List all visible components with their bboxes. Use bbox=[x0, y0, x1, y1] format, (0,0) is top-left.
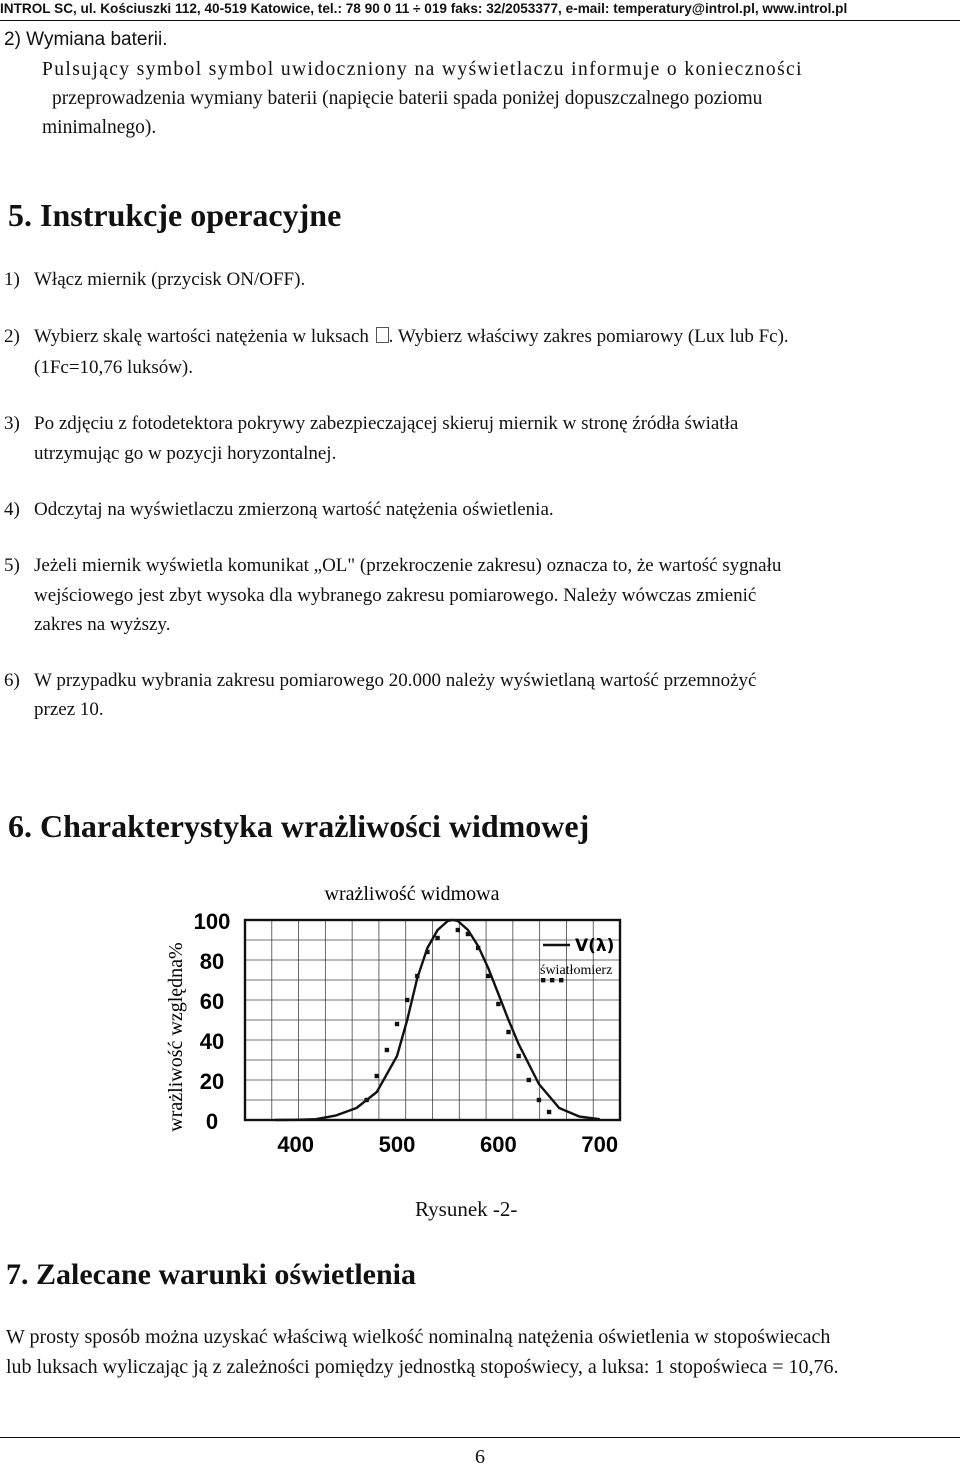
y-tick-label: 60 bbox=[199, 989, 225, 1014]
legend-label-light-meter: światłomierz bbox=[540, 963, 613, 978]
light-meter-point bbox=[527, 1078, 531, 1082]
section-7-text-line-2: lub luksach wyliczając ją z zależności pomiędzy jednostką stopoświecy, a luksa: 1 stopoświeca = 10,76. bbox=[6, 1356, 839, 1378]
chart-title: wrażliwość widmowa bbox=[324, 883, 500, 905]
section-6-title: 6. Charakterystyka wrażliwości widmowej bbox=[8, 808, 590, 844]
legend-dot-swatch bbox=[559, 978, 563, 982]
light-meter-point bbox=[506, 1030, 510, 1034]
light-meter-point bbox=[385, 1048, 389, 1052]
light-meter-point bbox=[547, 1110, 551, 1114]
step-6 bbox=[4, 666, 960, 695]
x-tick-label: 400 bbox=[277, 1132, 315, 1157]
page-number: 6 bbox=[475, 1446, 485, 1468]
page-header: INTROL SC, ul. Kościuszki 112, 40-519 Katowice, tel.: 78 90 0 11 ÷ 019 faks: 32/2053377, e-mail: temperatury@introl.pl, www.introl.pl bbox=[0, 0, 960, 21]
step-number: 1) bbox=[4, 269, 20, 290]
step-text: W przypadku wybrania zakresu pomiarowego 20.000 należy wyświetlaną wartość przemnożyć bbox=[34, 670, 757, 691]
chart-grid bbox=[245, 920, 620, 1120]
step-text: Po zdjęciu z fotodetektora pokrywy zabezpieczającej skieruj miernik w stronę źródła światła bbox=[34, 413, 739, 434]
chart-legend bbox=[540, 936, 614, 982]
step-text-part-b: . Wybierz właściwy zakres pomiarowy (Lux lub Fc). bbox=[388, 326, 789, 347]
light-meter-point bbox=[516, 1054, 520, 1058]
step-number: 3) bbox=[4, 413, 20, 434]
figure-caption: Rysunek -2- bbox=[415, 1197, 518, 1221]
light-meter-point bbox=[435, 936, 439, 940]
step-number: 2) bbox=[4, 326, 20, 347]
step-text-part-a: Wybierz skalę wartości natężenia w luksach bbox=[34, 326, 369, 347]
battery-text-line-1: Pulsujący symbol symbol uwidoczniony na wyświetlaczu informuje o konieczności bbox=[42, 59, 803, 80]
x-tick-labels bbox=[277, 1132, 618, 1157]
light-meter-point bbox=[405, 998, 409, 1002]
y-axis-label: wrażliwość względna% bbox=[165, 942, 187, 1132]
step-text: utrzymując go w pozycji horyzontalnej. bbox=[34, 443, 337, 464]
step-text bbox=[34, 322, 960, 351]
battery-heading: 2) Wymiana baterii. bbox=[4, 29, 168, 50]
light-meter-point bbox=[486, 974, 490, 978]
section-7-title bbox=[6, 1256, 416, 1294]
step-3 bbox=[4, 409, 960, 438]
light-meter-point bbox=[364, 1098, 368, 1102]
legend-label-v-lambda: V(λ) bbox=[575, 936, 615, 956]
light-meter-point bbox=[456, 928, 460, 932]
footer-rule bbox=[0, 1437, 960, 1438]
step-number: 5) bbox=[4, 555, 20, 576]
legend-dot-swatch bbox=[550, 978, 554, 982]
step-1 bbox=[4, 265, 960, 294]
light-meter-point bbox=[476, 946, 480, 950]
spectral-sensitivity-chart bbox=[150, 870, 650, 1180]
y-tick-labels bbox=[194, 909, 231, 1134]
step-text: Jeżeli miernik wyświetla komunikat „OL" (przekroczenie zakresu) oznacza to, że wartość sygnału bbox=[34, 555, 782, 576]
step-number: 6) bbox=[4, 670, 20, 691]
step-text: (1Fc=10,76 luksów). bbox=[34, 357, 194, 378]
y-tick-label: 80 bbox=[199, 949, 225, 974]
x-tick-label: 600 bbox=[480, 1132, 517, 1157]
step-text: Włącz miernik (przycisk ON/OFF). bbox=[34, 269, 306, 290]
light-meter-point bbox=[466, 932, 470, 936]
x-tick-label: 500 bbox=[378, 1132, 416, 1157]
y-tick-label: 0 bbox=[205, 1109, 219, 1134]
section-7-title-text: 7. Zalecane warunki oświetlenia bbox=[6, 1258, 416, 1291]
section-5-title: 5. Instrukcje operacyjne bbox=[8, 197, 342, 233]
light-meter-point bbox=[496, 1002, 500, 1006]
lux-symbol-icon bbox=[376, 327, 389, 343]
light-meter-point bbox=[537, 1098, 541, 1102]
x-tick-label: 700 bbox=[581, 1132, 619, 1157]
step-2 bbox=[4, 322, 960, 351]
battery-text-line-3: minimalnego). bbox=[42, 117, 157, 138]
light-meter-point bbox=[425, 950, 429, 954]
legend-dot-swatch bbox=[541, 978, 545, 982]
y-tick-label: 20 bbox=[199, 1069, 225, 1094]
light-meter-point bbox=[395, 1022, 399, 1026]
y-tick-label: 100 bbox=[193, 909, 231, 934]
y-tick-label: 40 bbox=[199, 1029, 225, 1054]
step-4 bbox=[4, 495, 960, 524]
step-text: zakres na wyższy. bbox=[34, 614, 171, 635]
step-text: przez 10. bbox=[34, 699, 104, 720]
step-5 bbox=[4, 551, 960, 580]
step-number: 4) bbox=[4, 499, 20, 520]
light-meter-point bbox=[415, 974, 419, 978]
light-meter-point bbox=[375, 1074, 379, 1078]
step-text: Odczytaj na wyświetlaczu zmierzoną wartość natężenia oświetlenia. bbox=[34, 499, 554, 520]
section-7-text-line-1: W prosty sposób można uzyskać właściwą wielkość nominalną natężenia oświetlenia w stopoświecach bbox=[6, 1326, 831, 1348]
step-text: wejściowego jest zbyt wysoka dla wybranego zakresu pomiarowego. Należy wówczas zmienić bbox=[34, 585, 757, 606]
battery-text-line-2: przeprowadzenia wymiany baterii (napięcie baterii spada poniżej dopuszczalnego poziomu bbox=[52, 88, 763, 109]
